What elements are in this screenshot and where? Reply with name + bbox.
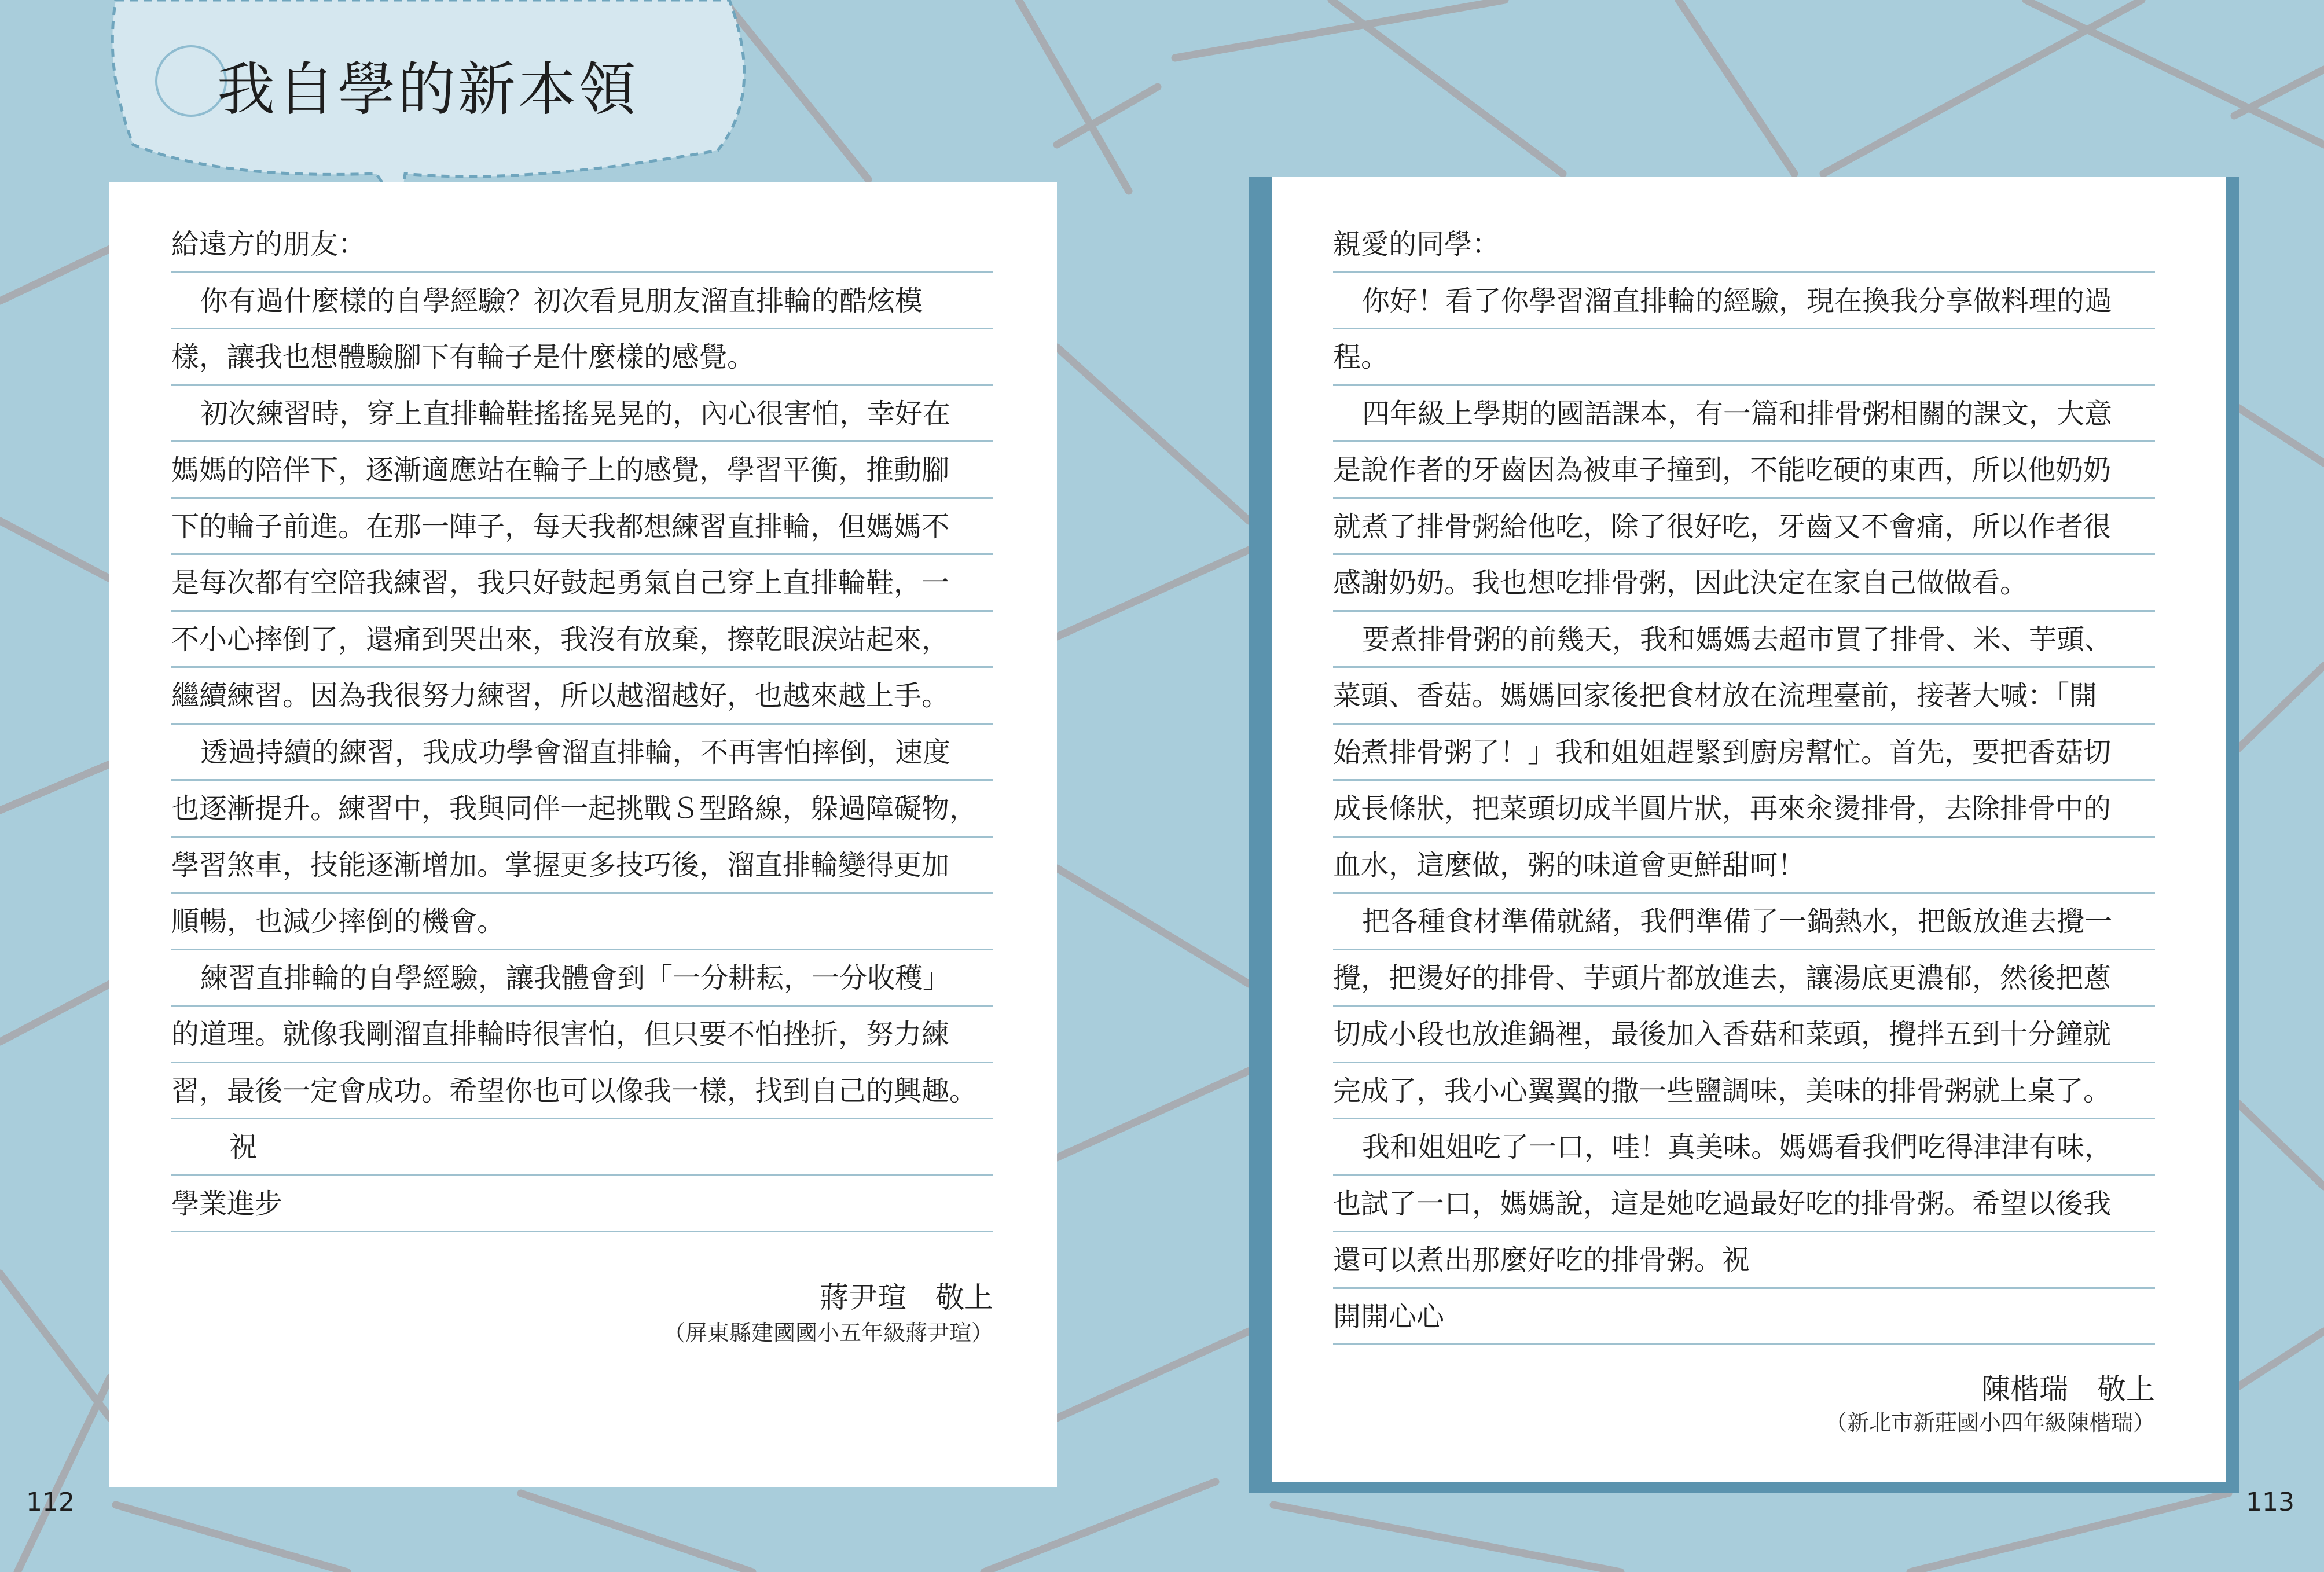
- letter-line: 透過持續的練習，我成功學會溜直排輪，不再害怕摔倒，速度: [171, 725, 993, 781]
- letter-line: 習，最後一定會成功。希望你也可以像我一樣，找到自己的興趣。: [171, 1063, 993, 1120]
- letter-greeting: 給遠方的朋友：: [171, 216, 993, 273]
- letter-line: 順暢，也減少摔倒的機會。: [171, 894, 993, 950]
- left-letter-signature: 蔣尹瑄 敬上: [820, 1281, 993, 1314]
- right-letter-school: （新北市新莊國小四年級陳楷瑞）: [1824, 1410, 2155, 1435]
- letter-line: 的道理。就像我剛溜直排輪時很害怕，但只要不怕挫折，努力練: [171, 1007, 993, 1063]
- letter-line: 要煮排骨粥的前幾天，我和媽媽去超市買了排骨、米、芋頭、: [1333, 612, 2155, 669]
- letter-line: 學習煞車，技能逐漸增加。掌握更多技巧後，溜直排輪變得更加: [171, 838, 993, 894]
- letter-line: 下的輪子前進。在那一陣子，每天我都想練習直排輪，但媽媽不: [171, 499, 993, 556]
- letter-line: 四年級上學期的國語課本，有一篇和排骨粥相關的課文，大意: [1333, 386, 2155, 443]
- letter-line: 我和姐姐吃了一口，哇！真美味。媽媽看我們吃得津津有味，: [1333, 1119, 2155, 1176]
- letter-wish: 學業進步: [171, 1176, 993, 1233]
- letter-line: 練習直排輪的自學經驗，讓我體會到「一分耕耘，一分收穫」: [171, 950, 993, 1007]
- letter-line: 也試了一口，媽媽說，這是她吃過最好吃的排骨粥。希望以後我: [1333, 1176, 2155, 1233]
- letter-line: 是說作者的牙齒因為被車子撞到，不能吃硬的東西，所以他奶奶: [1333, 442, 2155, 499]
- right-letter-body: [1333, 216, 2155, 1345]
- page-title: 我自學的新本領: [217, 56, 638, 123]
- letter-wish: 開開心心: [1333, 1289, 2155, 1346]
- letter-line: 你有過什麼樣的自學經驗？初次看見朋友溜直排輪的酷炫模: [171, 273, 993, 330]
- letter-line: 初次練習時，穿上直排輪鞋搖搖晃晃的，內心很害怕，幸好在: [171, 386, 993, 443]
- letter-line: 就煮了排骨粥給他吃，除了很好吃，牙齒又不會痛，所以作者很: [1333, 499, 2155, 556]
- page-number-left: 112: [26, 1487, 75, 1517]
- letter-line: 感謝奶奶。我也想吃排骨粥，因此決定在家自己做做看。: [1333, 555, 2155, 612]
- letter-line: 切成小段也放進鍋裡，最後加入香菇和菜頭，攪拌五到十分鐘就: [1333, 1007, 2155, 1063]
- letter-line: 繼續練習。因為我很努力練習，所以越溜越好，也越來越上手。: [171, 668, 993, 725]
- letter-line: 還可以煮出那麼好吃的排骨粥。祝: [1333, 1232, 2155, 1289]
- letter-greeting: 親愛的同學：: [1333, 216, 2155, 273]
- letter-line: 也逐漸提升。練習中，我與同伴一起挑戰Ｓ型路線，躲過障礙物，: [171, 781, 993, 838]
- page-number-right: 113: [2246, 1487, 2294, 1517]
- letter-line: 是每次都有空陪我練習，我只好鼓起勇氣自己穿上直排輪鞋，一: [171, 555, 993, 612]
- letter-line: 始煮排骨粥了！」我和姐姐趕緊到廚房幫忙。首先，要把香菇切: [1333, 725, 2155, 781]
- letter-line: 菜頭、香菇。媽媽回家後把食材放在流理臺前，接著大喊：「開: [1333, 668, 2155, 725]
- letter-blessing: 祝: [171, 1119, 993, 1176]
- letter-line: 完成了，我小心翼翼的撒一些鹽調味，美味的排骨粥就上桌了。: [1333, 1063, 2155, 1120]
- letter-line: 把各種食材準備就緒，我們準備了一鍋熱水，把飯放進去攪一: [1333, 894, 2155, 950]
- letter-line: 成長條狀，把菜頭切成半圓片狀，再來汆燙排骨，去除排骨中的: [1333, 781, 2155, 838]
- right-letter-signature: 陳楷瑞 敬上: [1981, 1372, 2155, 1406]
- letter-line: 攪，把燙好的排骨、芋頭片都放進去，讓湯底更濃郁，然後把蔥: [1333, 950, 2155, 1007]
- letter-line: 媽媽的陪伴下，逐漸適應站在輪子上的感覺，學習平衡，推動腳: [171, 442, 993, 499]
- letter-line: 你好！看了你學習溜直排輪的經驗，現在換我分享做料理的過: [1333, 273, 2155, 330]
- left-letter-school: （屏東縣建國國小五年級蔣尹瑄）: [663, 1320, 993, 1346]
- letter-line: 血水，這麼做，粥的味道會更鮮甜呵！: [1333, 838, 2155, 894]
- letter-line: 樣，讓我也想體驗腳下有輪子是什麼樣的感覺。: [171, 329, 993, 386]
- letter-line: 程。: [1333, 329, 2155, 386]
- letter-line: 不小心摔倒了，還痛到哭出來，我沒有放棄，擦乾眼淚站起來，: [171, 612, 993, 669]
- left-letter-body: [171, 216, 993, 1232]
